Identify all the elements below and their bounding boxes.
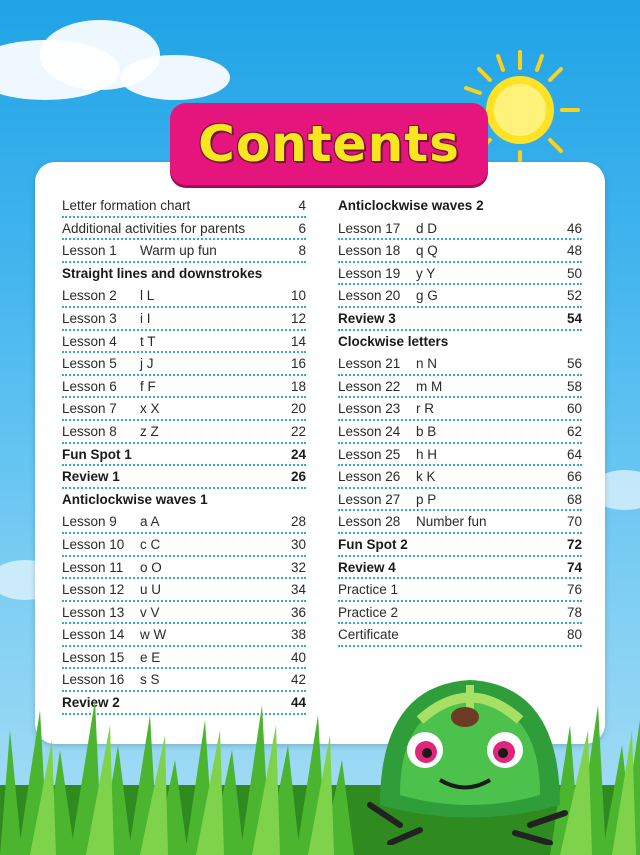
toc-entry-label: Lesson 27: [338, 491, 401, 507]
cloud-icon: [120, 55, 230, 100]
toc-entry-letters: v V: [140, 604, 160, 620]
toc-entry-label: Lesson 21: [338, 356, 401, 372]
contents-left-column: [62, 195, 306, 715]
toc-entry-label: Lesson 28: [338, 514, 401, 530]
toc-entry: [62, 511, 306, 534]
toc-entry-letters: m M: [416, 378, 443, 394]
toc-entry-letters: d D: [416, 220, 438, 236]
toc-entry-label: Lesson 10: [62, 536, 125, 552]
toc-entry-label: Review 2: [62, 695, 120, 711]
toc-entry-label: Lesson 2: [62, 288, 117, 304]
toc-entry: [62, 534, 306, 557]
toc-entry-letters: e E: [140, 649, 161, 665]
toc-entry-page-number: 20: [290, 401, 306, 417]
toc-entry-letters: h H: [416, 446, 438, 462]
toc-entry-label: Lesson 9: [62, 514, 117, 530]
toc-entry-label: Additional activities for parents: [62, 220, 246, 236]
toc-entry-letters: z Z: [140, 423, 159, 439]
toc-entry: [338, 534, 582, 557]
toc-entry-label: Certificate: [338, 627, 399, 643]
toc-entry: [62, 331, 306, 354]
toc-entry-label: Lesson 14: [62, 627, 125, 643]
toc-entry-label: Lesson 13: [62, 604, 125, 620]
toc-entry: [338, 308, 582, 331]
toc-entry-label: Lesson 18: [338, 243, 401, 259]
toc-entry: [338, 285, 582, 308]
toc-entry-page-number: 14: [290, 333, 306, 349]
toc-entry: [62, 308, 306, 331]
section-heading: [338, 195, 582, 218]
toc-entry-page-number: 68: [566, 491, 582, 507]
page-title: Contents: [198, 115, 460, 173]
toc-entry-page-number: 8: [298, 243, 306, 259]
toc-entry-label: Lesson 20: [338, 288, 401, 304]
toc-entry-page-number: 38: [290, 627, 306, 643]
toc-entry-letters: y Y: [416, 265, 436, 281]
toc-entry-label: Lesson 5: [62, 356, 117, 372]
toc-entry-letters: p P: [416, 491, 437, 507]
toc-entry-page-number: 78: [566, 604, 582, 620]
toc-entry: [62, 444, 306, 467]
toc-entry-letters: t T: [140, 333, 156, 349]
toc-entry-page-number: 28: [290, 514, 306, 530]
toc-entry: [62, 285, 306, 308]
toc-entry: [62, 240, 306, 263]
toc-entry-label: Lesson 25: [338, 446, 401, 462]
toc-entry-label: Lesson 8: [62, 423, 117, 439]
toc-entry: [338, 602, 582, 625]
toc-entry-label: Lesson 15: [62, 649, 125, 665]
title-banner: [170, 103, 488, 185]
toc-entry-page-number: 62: [566, 423, 582, 439]
toc-entry-label: Practice 1: [338, 582, 399, 598]
toc-entry-label: Lesson 16: [62, 672, 125, 688]
toc-entry-label: Review 1: [62, 469, 120, 485]
toc-entry-label: Lesson 11: [62, 559, 124, 575]
toc-entry-label: Lesson 3: [62, 310, 117, 326]
toc-entry: [338, 579, 582, 602]
toc-entry-label: Review 3: [338, 310, 396, 326]
toc-entry-letters: q Q: [416, 243, 438, 259]
toc-entry: [338, 421, 582, 444]
toc-entry-page-number: 70: [566, 514, 582, 530]
toc-entry: [338, 489, 582, 512]
toc-entry: [62, 624, 306, 647]
toc-entry-page-number: 30: [290, 536, 306, 552]
contents-right-column: [338, 195, 582, 647]
section-heading: [338, 331, 582, 354]
toc-entry-page-number: 58: [566, 378, 582, 394]
toc-entry-page-number: 6: [298, 220, 306, 236]
toc-entry: [62, 218, 306, 241]
toc-entry: [338, 376, 582, 399]
toc-entry-label: Straight lines and downstrokes: [62, 265, 263, 281]
toc-entry: [62, 398, 306, 421]
toc-entry-page-number: 48: [566, 243, 582, 259]
toc-entry-letters: g G: [416, 288, 438, 304]
toc-entry-page-number: 36: [290, 604, 306, 620]
toc-entry-letters: r R: [416, 401, 434, 417]
toc-entry-page-number: 4: [298, 198, 306, 213]
toc-entry: [62, 353, 306, 376]
toc-entry-label: Letter formation chart: [62, 198, 191, 213]
toc-entry-page-number: 66: [566, 469, 582, 485]
toc-entry-label: Fun Spot 2: [338, 536, 408, 552]
toc-entry-page-number: 44: [290, 695, 306, 711]
toc-entry-page-number: 50: [566, 265, 582, 281]
toc-entry-label: Lesson 12: [62, 582, 125, 598]
toc-entry-page-number: 60: [566, 401, 582, 417]
toc-entry-page-number: 16: [290, 356, 306, 372]
toc-entry-label: Lesson 22: [338, 378, 401, 394]
toc-entry-page-number: 26: [290, 469, 306, 485]
toc-entry-letters: n N: [416, 356, 438, 372]
toc-entry-letters: a A: [140, 514, 160, 530]
section-heading: [62, 489, 306, 512]
toc-entry-label: Lesson 23: [338, 401, 401, 417]
toc-entry-label: Lesson 24: [338, 423, 401, 439]
toc-entry-page-number: 40: [290, 649, 306, 665]
toc-entry-label: Anticlockwise waves 1: [62, 491, 208, 507]
toc-entry-letters: i I: [140, 310, 151, 326]
toc-entry: [338, 444, 582, 467]
toc-entry: [62, 376, 306, 399]
toc-entry-letters: j J: [140, 356, 154, 372]
toc-entry-letters: k K: [416, 469, 436, 485]
toc-entry: [338, 398, 582, 421]
toc-entry-letters: l L: [140, 288, 155, 304]
toc-entry-letters: c C: [140, 536, 161, 552]
toc-entry-letters: x X: [140, 401, 160, 417]
toc-entry: [62, 602, 306, 625]
toc-entry: [62, 557, 306, 580]
section-heading: [62, 263, 306, 286]
toc-entry-page-number: 52: [566, 288, 582, 304]
toc-entry: [62, 421, 306, 444]
toc-entry-letters: Warm up fun: [140, 243, 217, 259]
toc-entry-label: Lesson 26: [338, 469, 401, 485]
toc-entry-letters: u U: [140, 582, 162, 598]
toc-entry-letters: o O: [140, 559, 162, 575]
toc-entry-page-number: 56: [566, 356, 582, 372]
toc-entry-label: Review 4: [338, 559, 396, 575]
toc-entry-page-number: 46: [566, 220, 582, 236]
toc-entry-label: Lesson 19: [338, 265, 401, 281]
toc-entry-label: Lesson 6: [62, 378, 117, 394]
toc-entry: [62, 647, 306, 670]
toc-entry-label: Clockwise letters: [338, 333, 449, 349]
toc-entry: [338, 353, 582, 376]
toc-entry-label: Anticlockwise waves 2: [338, 198, 484, 213]
toc-entry: [338, 624, 582, 647]
toc-entry-label: Lesson 17: [338, 220, 401, 236]
toc-entry-page-number: 74: [566, 559, 582, 575]
toc-entry-label: Lesson 4: [62, 333, 117, 349]
toc-entry: [338, 466, 582, 489]
toc-entry: [62, 195, 306, 218]
toc-entry-page-number: 34: [290, 582, 306, 598]
toc-entry: [338, 240, 582, 263]
toc-entry-label: Lesson 7: [62, 401, 117, 417]
toc-entry-label: Fun Spot 1: [62, 446, 132, 462]
toc-entry-page-number: 12: [290, 310, 306, 326]
toc-entry: [62, 466, 306, 489]
toc-entry-label: Practice 2: [338, 604, 399, 620]
toc-entry-page-number: 72: [566, 536, 582, 552]
toc-entry-page-number: 64: [566, 446, 582, 462]
toc-entry: [338, 511, 582, 534]
toc-entry-letters: b B: [416, 423, 437, 439]
toc-entry: [338, 263, 582, 286]
toc-entry-page-number: 76: [566, 582, 582, 598]
toc-entry-page-number: 42: [290, 672, 306, 688]
toc-entry: [338, 557, 582, 580]
toc-entry-letters: f F: [140, 378, 156, 394]
toc-entry-page-number: 22: [290, 423, 306, 439]
toc-entry-letters: Number fun: [416, 514, 487, 530]
toc-entry-letters: w W: [140, 627, 167, 643]
toc-entry: [62, 579, 306, 602]
toc-entry-letters: s S: [140, 672, 160, 688]
toc-entry-page-number: 24: [290, 446, 306, 462]
toc-entry-page-number: 18: [290, 378, 306, 394]
toc-entry-page-number: 32: [290, 559, 306, 575]
toc-entry: [62, 669, 306, 692]
toc-entry: [338, 218, 582, 241]
beetle-mascot: [360, 655, 580, 845]
toc-entry-page-number: 10: [290, 288, 306, 304]
toc-entry-page-number: 80: [566, 627, 582, 643]
toc-entry-label: Lesson 1: [62, 243, 117, 259]
toc-entry-page-number: 54: [566, 310, 582, 326]
